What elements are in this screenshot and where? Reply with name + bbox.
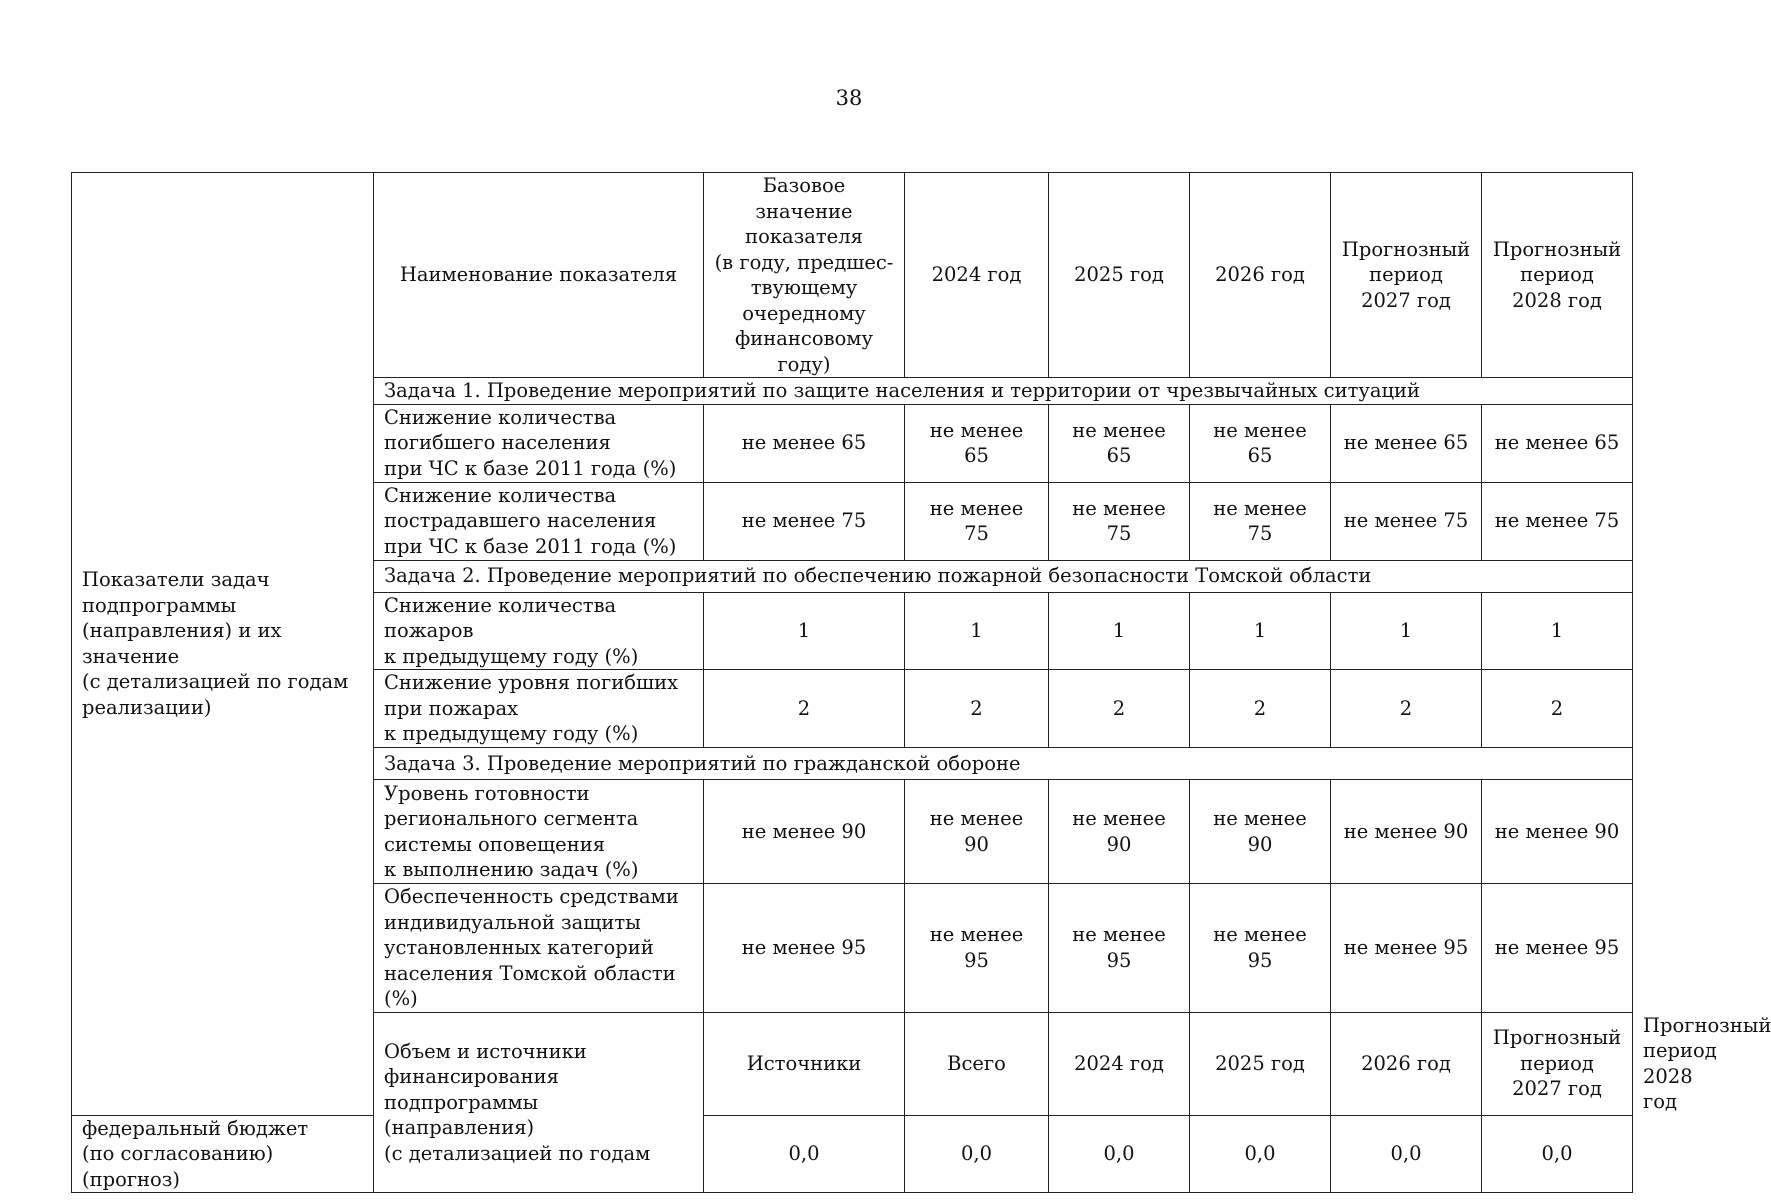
value-2027: 0,0: [1331, 1115, 1482, 1193]
header-indicator-name: Наименование показателя: [374, 173, 704, 378]
task-title: Задача 1. Проведение мероприятий по защите населения и территории от чрезвычайных ситуаций: [374, 378, 1633, 405]
header-forecast-2027: Прогнозный период 2027 год: [1482, 1012, 1633, 1115]
value-2024: 2: [905, 670, 1049, 748]
value-2025: не менее 90: [1049, 780, 1190, 884]
value-2024: не менее 65: [905, 404, 1049, 482]
indicators-side-label: Показатели задач подпрограммы (направления) и их значение (с детализацией по годам реализации): [72, 173, 374, 1116]
value-2027: не менее 90: [1331, 780, 1482, 884]
indicator-name: Снижение количества пострадавшего населения при ЧС к базе 2011 года (%): [374, 482, 704, 560]
program-table: [71, 172, 1771, 1193]
value-2028: 0,0: [1482, 1115, 1633, 1193]
value-2026: не менее 90: [1190, 780, 1331, 884]
value-base: 2: [704, 670, 905, 748]
header-year-2024: 2024 год: [1049, 1012, 1190, 1115]
value-2024: не менее 75: [905, 482, 1049, 560]
value-2027: не менее 95: [1331, 884, 1482, 1013]
header-forecast-2028: Прогнозный период 2028 год: [1482, 173, 1633, 378]
task-title: Задача 3. Проведение мероприятий по гражданской обороне: [374, 748, 1633, 780]
page-number: 38: [835, 86, 863, 110]
table-row: [72, 1115, 1633, 1193]
indicator-name: Снижение количества пожаров к предыдущему году (%): [374, 592, 704, 670]
header-total: Всего: [905, 1012, 1049, 1115]
header-year-2024: 2024 год: [905, 173, 1049, 378]
value-2028: не менее 75: [1482, 482, 1633, 560]
value-total: 0,0: [704, 1115, 905, 1193]
source-name: федеральный бюджет (по согласованию) (прогноз): [72, 1115, 374, 1193]
header-year-2025: 2025 год: [1190, 1012, 1331, 1115]
value-2025: 1: [1049, 592, 1190, 670]
header-forecast-2027: Прогнозный период 2027 год: [1331, 173, 1482, 378]
value-base: 1: [704, 592, 905, 670]
financing-side-label: Объем и источники финансирования подпрограммы (направления) (с детализацией по годам: [374, 1012, 704, 1193]
financing-header-row: Объем и источники финансирования подпрограммы (направления) (с детализацией по годам Источники Всего 2024 год 2025 год 2026 год Прогнозный период 2027 год Прогнозный период 2028 год: [72, 1012, 1633, 1115]
value-2026: 2: [1190, 670, 1331, 748]
value-2028: не менее 65: [1482, 404, 1633, 482]
header-year-2026: 2026 год: [1190, 173, 1331, 378]
header-year-2026: 2026 год: [1331, 1012, 1482, 1115]
indicator-name: Обеспеченность средствами индивидуальной защиты установленных категорий населения Томской области (%): [374, 884, 704, 1013]
value-2025: не менее 95: [1049, 884, 1190, 1013]
value-base: не менее 95: [704, 884, 905, 1013]
value-2024: не менее 90: [905, 780, 1049, 884]
indicator-name: Снижение количества погибшего населения при ЧС к базе 2011 года (%): [374, 404, 704, 482]
value-2028: не менее 95: [1482, 884, 1633, 1013]
value-base: не менее 75: [704, 482, 905, 560]
value-2026: не менее 65: [1190, 404, 1331, 482]
value-2026: 0,0: [1190, 1115, 1331, 1193]
task-title: Задача 2. Проведение мероприятий по обеспечению пожарной безопасности Томской области: [374, 560, 1633, 592]
value-2027: 2: [1331, 670, 1482, 748]
value-base: не менее 90: [704, 780, 905, 884]
value-2027: 1: [1331, 592, 1482, 670]
value-2027: не менее 65: [1331, 404, 1482, 482]
value-2028: не менее 90: [1482, 780, 1633, 884]
value-2024: 0,0: [905, 1115, 1049, 1193]
indicator-name: Уровень готовности регионального сегмента системы оповещения к выполнению задач (%): [374, 780, 704, 884]
value-2026: не менее 75: [1190, 482, 1331, 560]
header-year-2025: 2025 год: [1049, 173, 1190, 378]
value-2025: не менее 75: [1049, 482, 1190, 560]
value-2025: не менее 65: [1049, 404, 1190, 482]
value-2025: 0,0: [1049, 1115, 1190, 1193]
value-2028: 1: [1482, 592, 1633, 670]
indicators-header-row: [72, 173, 1633, 378]
value-2024: не менее 95: [905, 884, 1049, 1013]
indicator-name: Снижение уровня погибших при пожарах к предыдущему году (%): [374, 670, 704, 748]
value-2028: 2: [1482, 670, 1633, 748]
value-2027: не менее 75: [1331, 482, 1482, 560]
value-2026: не менее 95: [1190, 884, 1331, 1013]
value-2026: 1: [1190, 592, 1331, 670]
header-sources: Источники: [704, 1012, 905, 1115]
value-base: не менее 65: [704, 404, 905, 482]
header-base-value: Базовое значение показателя (в году, предшес- твующему очередному финансовому году): [704, 173, 905, 378]
value-2024: 1: [905, 592, 1049, 670]
value-2025: 2: [1049, 670, 1190, 748]
